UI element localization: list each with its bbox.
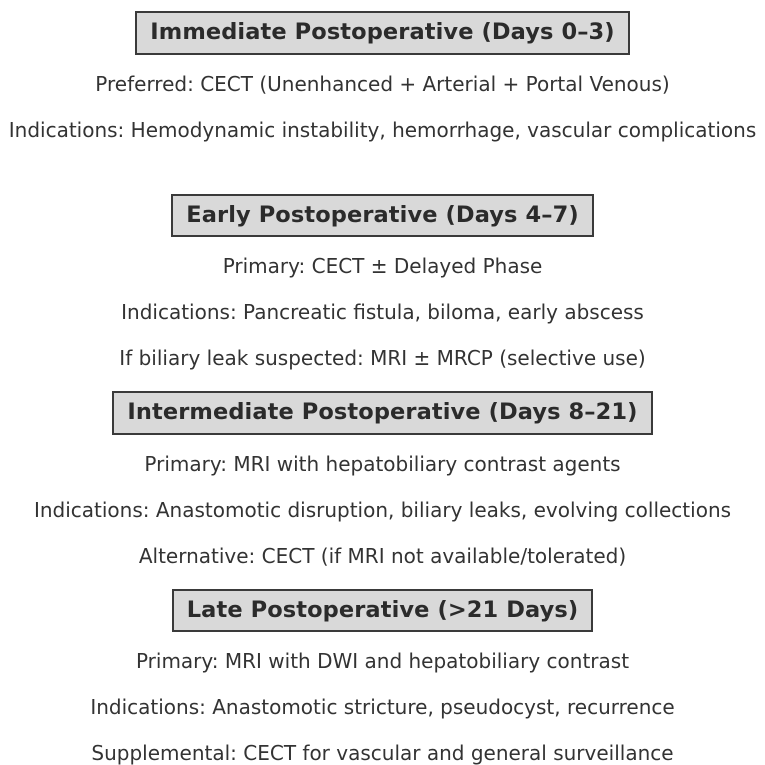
phase-line-indications: Indications: Pancreatic fistula, biloma, early abscess <box>121 300 644 324</box>
phase-line-primary-modality: Primary: MRI with hepatobiliary contrast agents <box>144 451 621 476</box>
phase-intermediate-postoperative <box>0 391 765 566</box>
phase-line-supplemental-modality: Supplemental: CECT for vascular and general surveillance <box>91 741 674 765</box>
phase-line-primary-modality: Primary: CECT ± Delayed Phase <box>222 254 543 278</box>
phase-line-indications: Indications: Anastomotic stricture, pseudocyst, recurrence <box>90 695 675 719</box>
phase-body-early-postoperative <box>0 256 765 368</box>
phase-line-preferred-modality: Preferred: CECT (Unenhanced + Arterial + Portal Venous) <box>95 71 670 96</box>
phase-line-biliary-leak-option: If biliary leak suspected: MRI ± MRCP (selective use) <box>119 346 646 370</box>
phase-immediate-postoperative <box>0 11 765 140</box>
phase-line-alternative-modality: Alternative: CECT (if MRI not available/tolerated) <box>138 543 627 568</box>
phase-early-postoperative <box>0 194 765 369</box>
phase-late-postoperative <box>0 589 765 764</box>
phase-line-primary-modality: Primary: MRI with DWI and hepatobiliary contrast <box>135 649 630 673</box>
phase-body-intermediate-postoperative <box>0 451 765 568</box>
phase-header-immediate-postoperative: Immediate Postoperative (Days 0–3) <box>135 11 629 55</box>
phase-header-early-postoperative: Early Postoperative (Days 4–7) <box>171 194 593 238</box>
phase-body-late-postoperative <box>0 651 765 763</box>
phase-header-late-postoperative: Late Postoperative (>21 Days) <box>172 589 594 633</box>
phase-body-immediate-postoperative <box>0 71 765 142</box>
phase-line-indications: Indications: Hemodynamic instability, hemorrhage, vascular complications <box>8 117 757 142</box>
phase-header-intermediate-postoperative: Intermediate Postoperative (Days 8–21) <box>112 391 652 435</box>
phase-line-indications: Indications: Anastomotic disruption, biliary leaks, evolving collections <box>33 497 732 522</box>
